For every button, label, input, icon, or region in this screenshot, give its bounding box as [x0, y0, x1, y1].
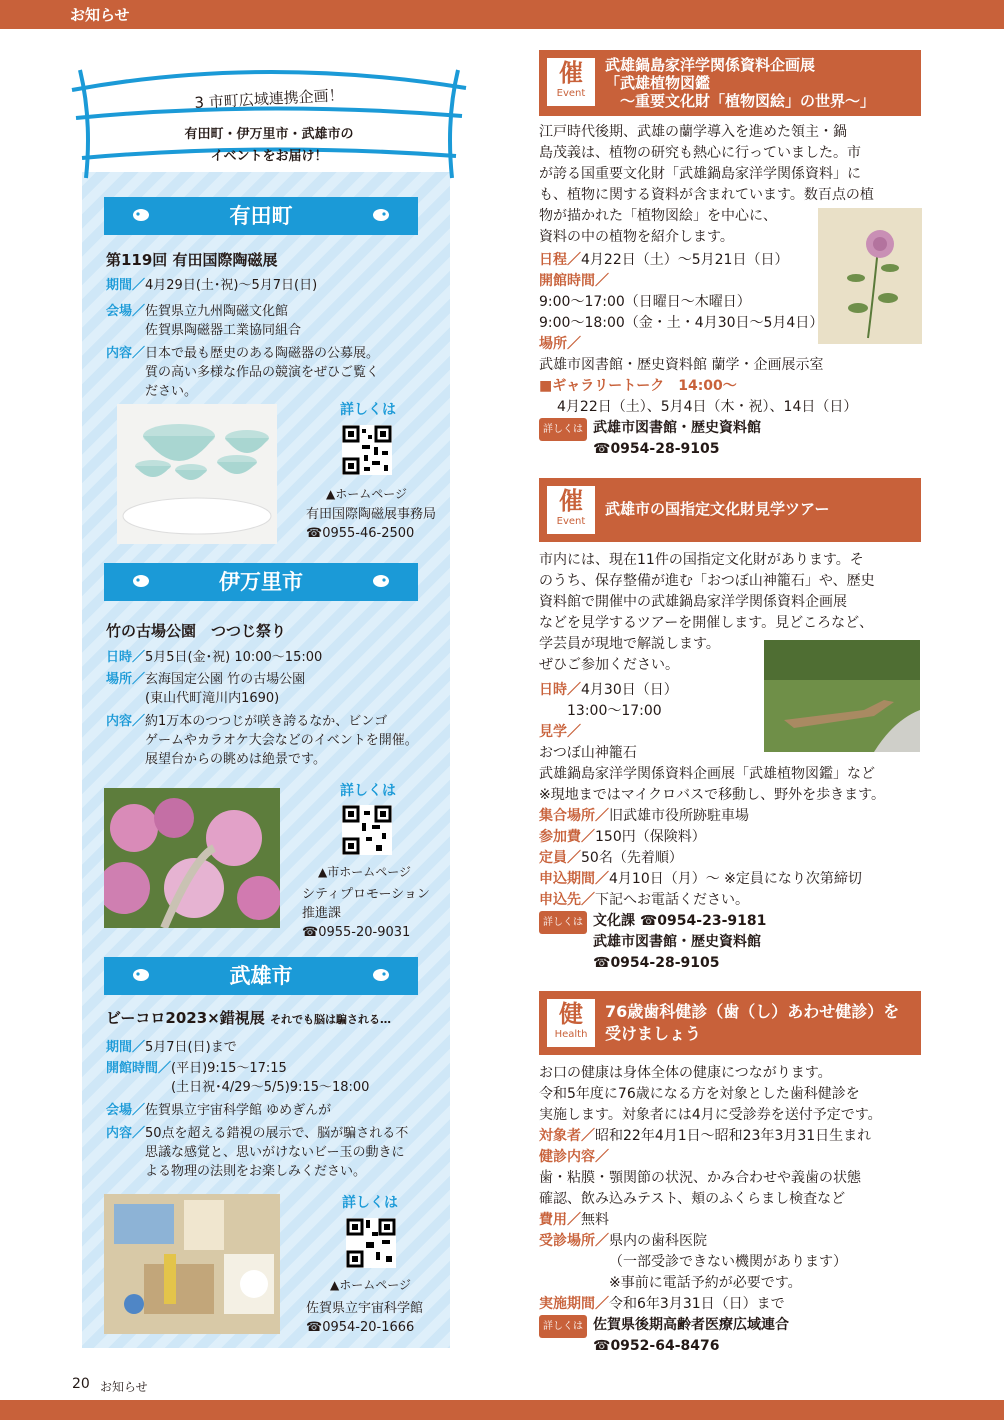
tour-visit-label: 見学／ — [539, 724, 581, 740]
dental-fee: 費用／無料 — [539, 1212, 609, 1228]
exhibit-body: 江戸時代後期、武雄の蘭学導入を進めた領主・鍋 島茂義は、植物の研究も熱心に行っていました。市 が誇る国重要文化財「武雄鍋島家洋学関係資料」に も、植物に関する資料が含まれています。数百点の植 物が描かれた「植物図絵」を中心に、 資料の中の植物を紹介します。 — [539, 124, 874, 245]
header-title: お知らせ — [70, 6, 130, 24]
event-title: ビーコロ2023×錯視展 それでも脳は騙される… — [106, 1009, 391, 1027]
tour-application-period: 申込期間／4月10日（月）～ ※定員になり次第締切 — [539, 871, 862, 887]
exhibit-place-label: 場所／ — [539, 336, 581, 352]
tour-title: 武雄市の国指定文化財見学ツアー — [605, 500, 830, 518]
azalea-photo — [104, 788, 280, 928]
fish-icon — [372, 967, 390, 983]
exhibit-place: 武雄市図書館・歴史資料館 蘭学・企画展示室 — [539, 357, 824, 373]
more-info-badge: 詳しくは — [539, 418, 587, 441]
footer-label: お知らせ — [100, 1380, 148, 1394]
fish-icon — [372, 573, 390, 589]
event-badge-icon: 催 Event — [547, 58, 595, 106]
top-bar — [0, 0, 1004, 29]
event-content: 内容／ 約1万本のつつじが咲き誇るなか、ビンゴ ゲームやカラオケ大会などのイベントを開催。 展望台からの眺めは絶景です。 — [106, 714, 418, 767]
banner — [62, 60, 476, 180]
tour-capacity: 定員／50名（先着順） — [539, 850, 683, 866]
city-header-takeo: 武雄市 — [104, 957, 418, 995]
exhibit-title: 武雄鍋島家洋学関係資料企画展 「武雄植物図鑑 ～重要文化財「植物図絵」の世界～」 — [605, 56, 876, 110]
event-content: 内容／ 日本で最も歴史のある陶磁器の公募展。 質の高い多様な作品の競演をぜひご覧く ださい。 — [106, 346, 380, 399]
exhibit-hours-label: 開館時間／ — [539, 273, 609, 289]
event-venue: 会場／ 佐賀県立九州陶磁文化館 佐賀県陶磁器工業協同組合 — [106, 304, 302, 338]
contact-info: シティプロモーション 推進課 ☎0955-20-9031 — [302, 887, 430, 940]
dental-contact: 詳しくは 佐賀県後期高齢者医療広域連合 ☎0952-64-8476 — [539, 1315, 789, 1357]
more-info-label: 詳しくは — [340, 402, 396, 418]
botanical-painting-photo — [818, 208, 922, 344]
event-content: 内容／ 50点を超える錯視の展示で、脳が騙される不 思議な感覚と、思いがけないビー玉の動きに よる物理の法則をお楽しみください。 — [106, 1126, 409, 1179]
more-info-badge: 詳しくは — [539, 911, 587, 934]
event-place: 場所／ 玄海国定公園 竹の古場公園 (東山代町滝川内1690) — [106, 672, 306, 706]
tour-date: 日時／4月30日（日） 13:00～17:00 — [539, 682, 678, 719]
event-venue: 会場／ 佐賀県立宇宙科学館 ゆめぎんが — [106, 1103, 332, 1118]
event-title: 第119回 有田国際陶磁展 — [106, 251, 278, 269]
tour-visit: おつぼ山神籠石 武雄鍋島家洋学関係資料企画展「武雄植物図鑑」など ※現地まではマイクロバスで移動し、野外を歩きます。 — [539, 745, 886, 803]
dental-body: お口の健康は身体全体の健康につながります。 令和5年度に76歳になる方を対象とした歯科健診を 実施します。対象者には4月に受診券を送付予定です。 — [539, 1065, 882, 1123]
qr-code-icon[interactable] — [342, 805, 392, 855]
tour-body: 市内には、現在11件の国指定文化財があります。そ のうち、保存整備が進む「おつぼ山神籠石」や、歴史 資料館で開催中の武雄鍋島家洋学関係資料企画展 などを見学するツアーを開催します。見どころなど、 学芸員が現地で解説します。 ぜひご参加ください。 — [539, 552, 875, 673]
exhibit-contact: 詳しくは 武雄市図書館・歴史資料館 ☎0954-28-9105 — [539, 418, 761, 460]
qr-code-icon[interactable] — [346, 1218, 396, 1268]
tour-header — [539, 478, 921, 542]
city-header-arita: 有田町 — [104, 197, 418, 235]
dental-content: 歯・粘膜・顎関節の状況、かみ合わせや義歯の状態 確認、飲み込みテスト、頬のふくらまし検査など — [539, 1170, 861, 1207]
exhibit-schedule: 日程／4月22日（土）～5月21日（日） — [539, 252, 789, 268]
qr-caption: ▲ホームページ — [330, 1278, 411, 1292]
qr-code-icon[interactable] — [342, 425, 392, 475]
more-info-badge: 詳しくは — [539, 1315, 587, 1338]
otsubo-site-photo — [764, 640, 920, 752]
event-period: 期間／ 5月7日(日)まで — [106, 1040, 237, 1055]
fish-icon — [132, 573, 150, 589]
event-badge-icon: 催 Event — [547, 486, 595, 534]
exhibit-hours: 9:00～17:00（日曜日～木曜日） 9:00～18:00（金・土・4月30日～5月4日） — [539, 294, 824, 331]
banner-title: 3 市町広域連携企画！ — [194, 86, 345, 112]
tour-fee: 参加費／150円（保険料） — [539, 829, 706, 845]
event-period: 期間／ 4月29日(土･祝)～5月7日(日) — [106, 278, 318, 293]
gallery-talk-dates: 4月22日（土）、5月4日（木・祝）、14日（日） — [557, 399, 858, 415]
ceramics-photo — [117, 404, 277, 544]
fish-icon — [132, 967, 150, 983]
qr-caption: ▲市ホームページ — [318, 865, 411, 879]
exhibit-header — [539, 50, 921, 116]
event-title: 竹の古場公園 つつじ祭り — [106, 622, 287, 640]
qr-caption: ▲ホームページ — [326, 487, 407, 501]
fish-icon — [372, 207, 390, 223]
more-info-label: 詳しくは — [342, 1195, 398, 1211]
contact-info: 佐賀県立宇宙科学館 ☎0954-20-1666 — [306, 1301, 424, 1335]
dental-period: 実施期間／令和6年3月31日（日）まで — [539, 1296, 785, 1312]
tour-meeting-place: 集合場所／旧武雄市役所跡駐車場 — [539, 808, 749, 824]
gallery-talk-label: ■ギャラリートーク 14:00～ — [539, 378, 737, 394]
dental-target: 対象者／昭和22年4月1日～昭和23年3月31日生まれ — [539, 1128, 872, 1144]
dental-header — [539, 991, 921, 1055]
illusion-exhibit-photo — [104, 1194, 280, 1334]
page-number: 20 — [72, 1376, 90, 1392]
contact-info: 有田国際陶磁展事務局 ☎0955-46-2500 — [306, 507, 437, 541]
event-date: 日時／ 5月5日(金･祝) 10:00～15:00 — [106, 650, 323, 665]
event-subtitle: それでも脳は騙される… — [269, 1013, 391, 1026]
dental-place: 受診場所／ 県内の歯科医院 （一部受診できない機関があります） ※事前に電話予約が必要です。 — [539, 1233, 847, 1291]
fish-icon — [132, 207, 150, 223]
tour-apply-to: 申込先／下記へお電話ください。 — [539, 892, 749, 908]
more-info-label: 詳しくは — [340, 783, 396, 799]
health-badge-icon: 健 Health — [547, 999, 595, 1047]
bottom-bar — [0, 1400, 1004, 1420]
banner-subtitle: 有田町・伊万里市・武雄市の イベントをお届け！ — [184, 127, 354, 164]
dental-content-label: 健診内容／ — [539, 1149, 609, 1165]
city-header-imari: 伊万里市 — [104, 563, 418, 601]
tour-contact: 詳しくは 文化課 ☎0954-23-9181 武雄市図書館・歴史資料館 ☎0954-28-9105 — [539, 911, 766, 974]
dental-title: 76歳歯科健診（歯（し）あわせ健診）を 受けましょう — [605, 1002, 900, 1043]
event-hours: 開館時間／ (平日)9:15～17:15 (土日祝･4/29～5/5)9:15～18:00 — [106, 1061, 370, 1095]
